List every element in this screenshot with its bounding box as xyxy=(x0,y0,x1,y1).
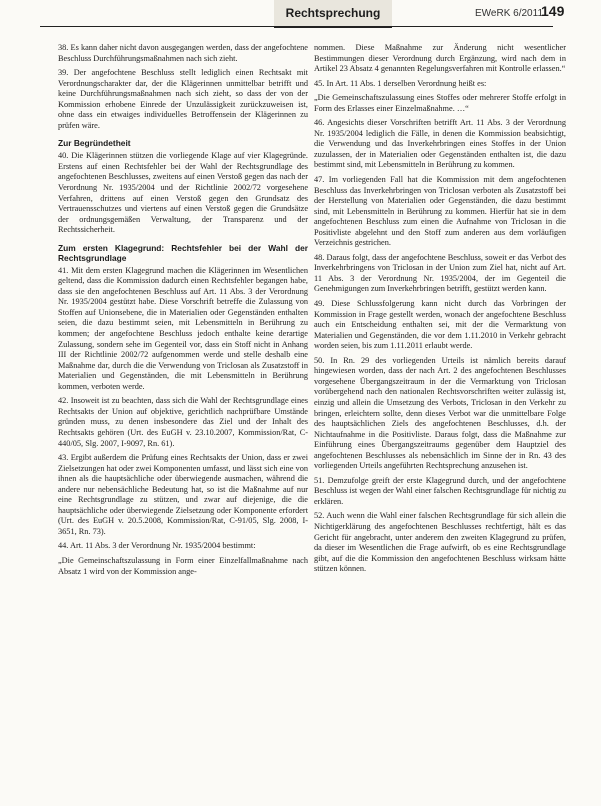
paragraph: 49. Diese Schlussfolgerung kann nicht durch das Vorbringen der Kommission in Frage gestellt werden, wonach der angefochtene Beschluss auch ein Entscheidung enthalten sei, mit der die Vermarktung von Materialien und Gegenständen, die vor dem 1.11.2010 in Verkehr gebracht worden seien, bis zum 1.11.2011 erlaubt werde. xyxy=(314,299,566,351)
paragraph: 41. Mit dem ersten Klagegrund machen die Klägerinnen im Wesentlichen geltend, dass die Kommission dadurch einen Rechtsfehler begangen habe, dass sie den angefochtenen Beschluss auf Art. 11 Abs. 3 der Verordnung Nr. 1935/2004 gestützt habe. Diese Vorschrift betreffe die Zulassung von Stoffen auf Unionsebene, die in Materialien oder Gegenständen enthalten seien, die dazu bestimmt seien, mit Lebensmitteln in Berührung zu kommen; der angefochtene Beschluss jedoch enthalte keine derartige Zulassung, sondern sehe im Gegenteil vor, dass ein Stoff nicht in Anhang III der Richtlinie 2002/72 aufgenommen werde und stelle deshalb eine Maßnahme dar, durch die die Verwendung von Triclosan als Zusatzstoff in Materialien und Gegenständen, die mit Lebensmitteln in Berührung kommen, verboten werde. xyxy=(58,265,308,391)
section-heading: Zum ersten Klagegrund: Rechtsfehler bei der Wahl der Rechtsgrundlage xyxy=(58,242,308,263)
paragraph: 45. In Art. 11 Abs. 1 derselben Verordnung heißt es: xyxy=(314,78,487,88)
paragraph: 38. Es kann daher nicht davon ausgegangen werden, dass der angefochtene Beschluss Durchführungsmaßnahmen nach sich zieht. xyxy=(58,43,308,63)
header-rule xyxy=(40,26,553,27)
journal-issue: EWeRK 6/2011 xyxy=(475,8,544,19)
paragraph: nommen. Diese Maßnahme zur Änderung nicht wesentlicher Bestimmungen dieser Verordnung durch Ergänzung, wird nach dem in Artikel 23 Absatz 4 genannten Regelungsverfahren mit Kontrolle erlassen.“ xyxy=(314,43,566,74)
paragraph: 42. Insoweit ist zu beachten, dass sich die Wahl der Rechtsgrundlage eines Rechtsakts der Union auf objektive, gerichtlich nachprüfbare Umstände gründen muss, zu denen insbesondere das Ziel und der Inhalt des Rechtsakts gehören (Urt. des EuGH v. 23.10.2007, Kommission/Rat, C-440/05, Slg. 2007, I-9097, Rn. 61). xyxy=(58,396,308,448)
paragraph: 50. In Rn. 29 des vorliegenden Urteils ist nämlich bereits darauf hingewiesen worden, dass der nach Art. 2 des angefochtenen Beschlusses vorgesehene Übergangszeitraum in der die Vermarktung von Triclosan vorübergehend nach den nationalen Rechtsvorschriften weiter zulässig ist, einzig und allein die Umsetzung des Verbots, Triclosan in den Verkehr zu bringen, erleichtern sollte, denn dieses Verbot war die unmittelbare Folge des hauptsächlichen Ziels des angefochtenen Beschlusses, d.h. der Nichtaufnahme in die Positivliste. Daraus folgt, dass die Maßnahme zur Einführung eines Übergangszeitraums gegenüber dem Hauptziel des angefochtenen Beschlusses als nebensächlich im Sinne der in Rn. 43 des vorliegenden Urteils angeführten Rechtsprechung anzusehen ist. xyxy=(314,355,566,471)
paragraph: 39. Der angefochtene Beschluss stellt lediglich einen Rechtsakt mit Verordnungscharakter dar, der die Klägerinnen unmittelbar betrifft und keine Durchführungsmaßnahmen nach sich zieht, so dass der von der Kommission erhobene Einrede der Unzulässigkeit zurückzuweisen ist, ohne dass ein etwaiges individuelles Betroffensein der Klägerinnen zu prüfen wäre. xyxy=(58,68,308,130)
right-column xyxy=(314,43,566,798)
section-label: Rechtsprechung xyxy=(274,0,392,28)
paragraph: 47. Im vorliegenden Fall hat die Kommission mit dem angefochtenen Beschluss das Inverkehrbringen von Triclosan verboten als Zusatzstoff bei der Herstellung von Materialien oder Gegenständen, die dazu bestimmt sind, mit Lebensmitteln in Berührung zu kommen. Hierfür hat sie in dem angefochtenen Beschluss zum einen die Aufnahme von Triclosan in die Positivliste abgelehnt und den Stoff zum anderen aus dem vorläufigen Verzeichnis gestrichen. xyxy=(314,175,566,248)
paragraph: 43. Ergibt außerdem die Prüfung eines Rechtsakts der Union, dass er zwei Zielsetzungen hat oder zwei Komponenten umfasst, und lässt sich eine von ihnen als die hauptsächliche oder überwiegende ausmachen, während die andere nur nebensächliche Bedeutung hat, so ist die Maßnahme auf nur eine Rechtsgrundlage zu stützen, und zwar auf diejenige, die die hauptsächliche oder überwiegende Zielsetzung oder Komponente erfordert (Urt. des EuGH v. 20.5.2008, Kommission/Rat, C-91/05, Slg. 2008, I-3651, Rn. 73). xyxy=(58,453,308,536)
paragraph: 51. Demzufolge greift der erste Klagegrund durch, und der angefochtene Beschluss ist wegen der Wahl einer falschen Rechtsgrundlage für nichtig zu erklären. xyxy=(314,475,566,506)
paragraph: 44. Art. 11 Abs. 3 der Verordnung Nr. 1935/2004 bestimmt: xyxy=(58,541,256,551)
paragraph: 48. Daraus folgt, dass der angefochtene Beschluss, soweit er das Verbot des Inverkehrbringens von Triclosan in der Union zum Ziel hat, nicht auf Art. 11 Abs. 3 der Verordnung Nr. 1935/2004, der im Gegenteil die Genehmigungen zum Inverkehrbringen betrifft, gestützt werden kann. xyxy=(314,252,566,294)
paragraph: „Die Gemeinschaftszulassung in Form einer Einzelfallmaßnahme nach Absatz 1 wird von der Kommission ange- xyxy=(58,555,308,576)
paragraph: 52. Auch wenn die Wahl einer falschen Rechtsgrundlage für sich allein die Nichtigerklärung des angefochtenen Beschlusses rechtfertigt, hält es das Gericht für angebracht, unter anderem den zweiten Klagegrund zu prüfen, da dieser im Wesentlichen die Frage aufwirft, ob es eine Rechtsgrundlage gibt, auf die die Kommission den angefochtenen Beschluss wirksam hätte stützen können. xyxy=(314,511,566,574)
page-header xyxy=(0,0,601,34)
page-number: 149 xyxy=(541,3,565,19)
section-heading: Zur Begründetheit xyxy=(58,138,131,149)
paragraph: 46. Angesichts dieser Vorschriften betrifft Art. 11 Abs. 3 der Verordnung Nr. 1935/2004 lediglich die Fälle, in denen die Kommission beabsichtigt, die Verwendung und das Inverkehrbringen eines Stoffes in der Union zuzulassen, der in Materialien oder Gegenständen enthalten ist, die dazu bestimmt sind, mit Lebensmitteln in Berührung zu kommen. xyxy=(314,118,566,170)
paragraph: „Die Gemeinschaftszulassung eines Stoffes oder mehrerer Stoffe erfolgt in Form des Erlasses einer Einzelmaßnahme. …“ xyxy=(314,93,566,113)
left-column xyxy=(58,43,308,798)
paragraph: 40. Die Klägerinnen stützen die vorliegende Klage auf vier Klagegründe. Erstens auf einen Rechtsfehler bei der Wahl der Rechtsgrundlage des angefochtenen Beschlusses, zweitens auf einen Verstoß gegen das nach der Verordnung Nr. 1935/2004 und der Richtlinie 2002/72 vorgesehene Verfahren, drittens auf einen Verstoß gegen den Grundsatz des Vertrauensschutzes und viertens auf einen Verstoß gegen die Grundsätze der ordnungsgemäßen Verwaltung, der Transparenz und der Rechtssicherheit. xyxy=(58,151,308,235)
